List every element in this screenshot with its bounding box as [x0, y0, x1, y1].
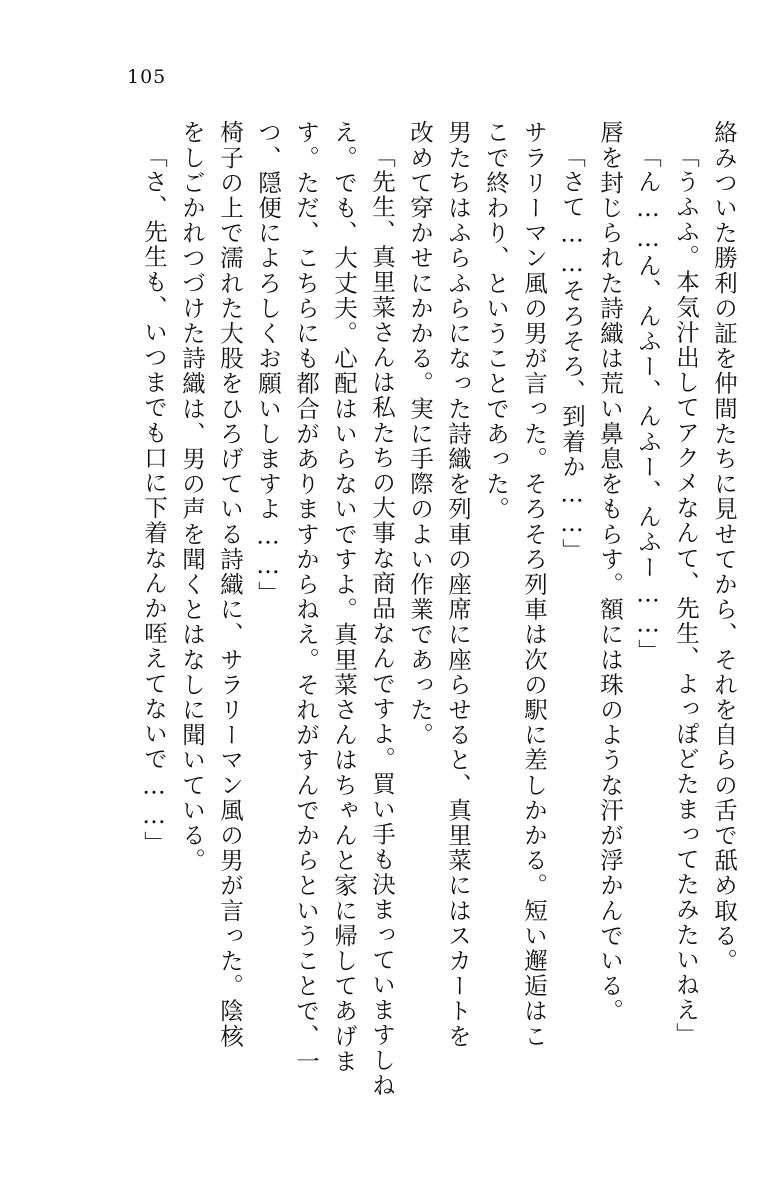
vertical-text-block	[127, 120, 738, 1120]
text-column: す。ただ、こちらにも都合がありますからねえ。それがすんでからということで、一	[292, 120, 320, 1074]
text-column: こで終わり、ということであった。	[482, 120, 510, 522]
text-column: 「ん……ん、んふー、んふー、んふー……」	[634, 144, 662, 664]
text-column: 絡みついた勝利の証を仲間たちに見せてから、それを自らの舌で舐め取る。	[710, 120, 738, 974]
text-column: 改めて穿かせにかかる。実に手際のよい作業であった。	[406, 120, 434, 748]
text-column: 「うふふ。本気汁出してアクメなんて、先生、よっぽどたまってたみたいねえ」	[672, 144, 700, 1048]
text-column: サラリーマン風の男が言った。そろそろ列車は次の駅に差しかかる。短い邂逅はこ	[520, 120, 548, 1049]
text-column: 椅子の上で濡れた大股をひろげている詩織に、サラリーマン風の男が言った。陰核	[216, 120, 244, 1049]
text-column: え。でも、大丈夫。心配はいらないですよ。真里菜さんはちゃんと家に帰してあげま	[330, 120, 358, 1074]
text-column: 「さ、先生も、いつまでも口に下着なんか咥えてないで……」	[140, 144, 168, 856]
text-column: 唇を封じられた詩織は荒い鼻息をもらす。額には珠のような汗が浮かんでいる。	[596, 120, 624, 1024]
page-number: 105	[127, 66, 167, 88]
text-column: 男たちはふらふらになった詩織を列車の座席に座らせると、真里菜にはスカートを	[444, 120, 472, 1049]
text-column: つ、隠便によろしくお願いしますよ……」	[254, 120, 282, 606]
text-column: 「先生、真里菜さんは私たちの大事な商品なんですよ。買い手も決まっていますしね	[368, 144, 396, 1098]
text-column: 「さて……そろそろ、到着か……」	[558, 144, 586, 564]
text-column: をしごかれつづけた詩織は、男の声を聞くとはなしに聞いている。	[178, 120, 206, 873]
